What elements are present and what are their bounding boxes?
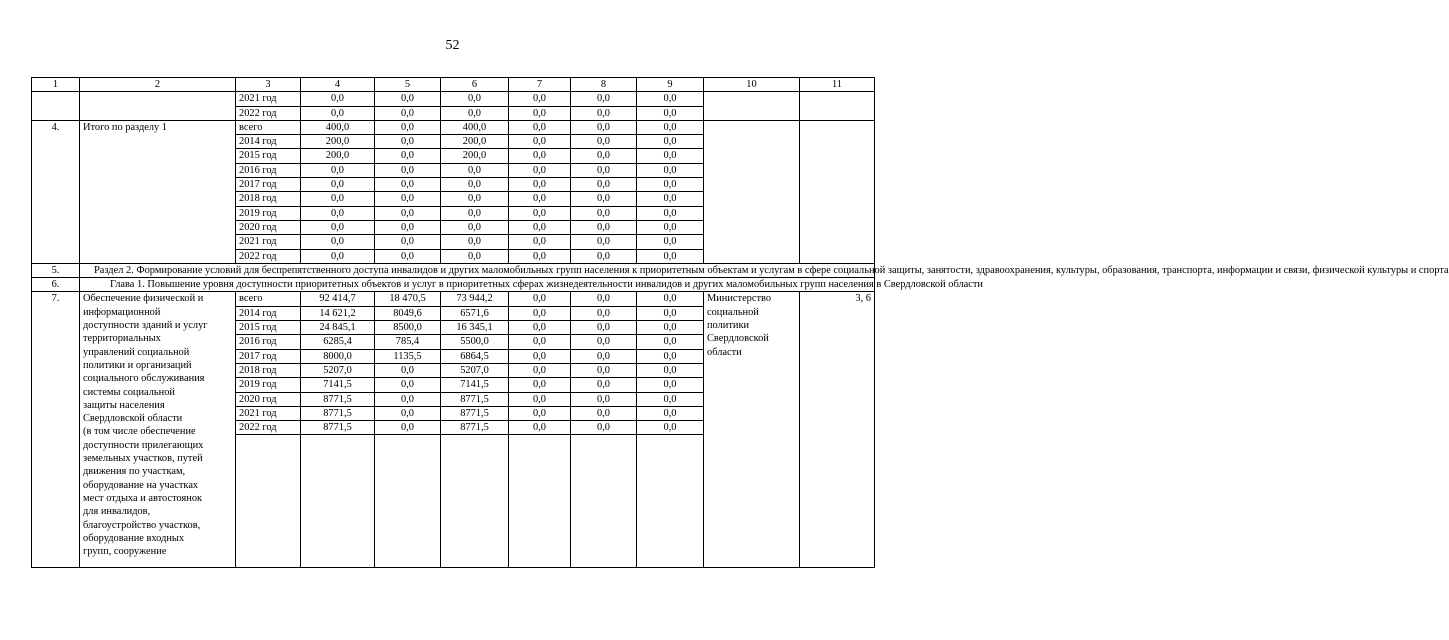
cell-text-line: (в том числе обеспечение [83, 426, 196, 438]
value-cell: 0,0 [509, 92, 571, 106]
value-cell: 0,0 [571, 392, 637, 406]
value-cell: 8771,5 [441, 392, 509, 406]
table-body [32, 78, 1449, 568]
value-cell: 0,0 [571, 249, 637, 263]
year-cell: 2021 год [236, 92, 301, 106]
value-cell: 0,0 [637, 349, 704, 363]
value-cell: 73 944,2 [441, 292, 509, 306]
value-cell: 0,0 [509, 349, 571, 363]
value-cell: 8049,6 [375, 306, 441, 320]
value-cell: 0,0 [637, 192, 704, 206]
value-cell: 0,0 [637, 335, 704, 349]
cell-text-line: системы социальной [83, 386, 175, 398]
value-cell: 0,0 [637, 135, 704, 149]
value-cell: 200,0 [301, 149, 375, 163]
value-cell: 5500,0 [441, 335, 509, 349]
cell-text-line: области [707, 346, 742, 358]
value-cell: 0,0 [637, 321, 704, 335]
page-number: 52 [445, 38, 460, 53]
year-cell: 2017 год [236, 178, 301, 192]
value-cell: 0,0 [571, 378, 637, 392]
value-cell: 0,0 [301, 163, 375, 177]
header-cell: 5 [375, 78, 441, 92]
year-cell: 2021 год [236, 406, 301, 420]
header-cell: 2 [80, 78, 236, 92]
value-cell: 0,0 [375, 92, 441, 106]
value-cell: 0,0 [637, 306, 704, 320]
table-row [32, 292, 875, 306]
value-cell: 8500,0 [375, 321, 441, 335]
value-cell: 0,0 [571, 220, 637, 234]
value-cell: 0,0 [637, 392, 704, 406]
value-cell: 0,0 [301, 192, 375, 206]
header-cell: 8 [571, 78, 637, 92]
header-cell: 6 [441, 78, 509, 92]
value-cell: 0,0 [375, 206, 441, 220]
value-cell: 0,0 [571, 349, 637, 363]
year-cell: всего [236, 292, 301, 306]
value-cell: 0,0 [509, 378, 571, 392]
value-cell: 0,0 [637, 235, 704, 249]
num-cell: 6. [32, 278, 80, 292]
year-cell: 2022 год [236, 106, 301, 120]
cell-text-line: политики и организаций [83, 359, 192, 371]
value-cell: 7141,5 [301, 378, 375, 392]
value-cell: 0,0 [509, 249, 571, 263]
executor-cell [704, 292, 800, 568]
cell-text-line: доступности зданий и услуг [83, 320, 208, 332]
value-cell: 0,0 [509, 321, 571, 335]
name-cell: Итого по разделу 1 [80, 120, 236, 263]
value-cell: 400,0 [301, 120, 375, 134]
value-cell: 0,0 [637, 120, 704, 134]
value-cell: 0,0 [375, 421, 441, 435]
num-cell: 5. [32, 263, 80, 277]
value-cell: 0,0 [571, 363, 637, 377]
cell-text-line: движения по участкам, [83, 466, 186, 478]
value-cell: 0,0 [441, 192, 509, 206]
cell-text-line: оборудование на участках [83, 479, 199, 491]
value-cell: 0,0 [301, 249, 375, 263]
value-cell: 0,0 [637, 106, 704, 120]
header-cell: 4 [301, 78, 375, 92]
value-cell: 0,0 [509, 206, 571, 220]
value-cell: 0,0 [509, 178, 571, 192]
value-cell: 5207,0 [301, 363, 375, 377]
cell-text-line: благоустройство участков, [83, 519, 201, 531]
value-cell: 0,0 [509, 335, 571, 349]
cell-text-line: земельных участков, путей [83, 453, 203, 465]
value-cell: 0,0 [441, 163, 509, 177]
value-cell: 6285,4 [301, 335, 375, 349]
value-cell: 0,0 [571, 178, 637, 192]
header-cell: 10 [704, 78, 800, 92]
year-cell: 2020 год [236, 392, 301, 406]
value-cell: 200,0 [301, 135, 375, 149]
cell-text-line: политики [707, 320, 750, 332]
value-cell: 0,0 [571, 106, 637, 120]
value-cell: 6864,5 [441, 349, 509, 363]
value-cell: 0,0 [637, 406, 704, 420]
value-cell: 0,0 [375, 178, 441, 192]
cell-text-line: информационной [83, 306, 161, 318]
value-cell: 0,0 [571, 149, 637, 163]
value-cell: 0,0 [375, 149, 441, 163]
value-cell: 200,0 [441, 135, 509, 149]
value-cell: 7141,5 [441, 378, 509, 392]
value-cell: 0,0 [375, 135, 441, 149]
value-cell: 0,0 [637, 421, 704, 435]
value-cell: 0,0 [571, 192, 637, 206]
value-cell: 8771,5 [441, 421, 509, 435]
value-cell: 0,0 [509, 135, 571, 149]
empty-cell [441, 435, 509, 568]
year-cell: 2014 год [236, 135, 301, 149]
value-cell: 400,0 [441, 120, 509, 134]
value-cell: 16 345,1 [441, 321, 509, 335]
value-cell: 0,0 [509, 292, 571, 306]
section-title: Глава 1. Повышение уровня доступности приоритетных объектов и услуг в приоритетных сферах жизнедеятельности инвалидов и других маломобильных групп населения в Свердловской области [80, 278, 875, 292]
table-row [32, 120, 875, 134]
num-cell: 4. [32, 120, 80, 263]
empty-cell [375, 435, 441, 568]
value-cell: 0,0 [301, 206, 375, 220]
year-cell: 2015 год [236, 149, 301, 163]
cell-text-line: социального обслуживания [83, 373, 205, 385]
value-cell: 0,0 [375, 406, 441, 420]
value-cell: 0,0 [571, 306, 637, 320]
cell-text-line: социальной [707, 306, 759, 318]
value-cell: 0,0 [301, 235, 375, 249]
value-cell: 0,0 [571, 406, 637, 420]
cell-text-line: управлений социальной [83, 346, 190, 358]
value-cell: 0,0 [637, 178, 704, 192]
cell-text-line: оборудование входных [83, 532, 185, 544]
section-row [32, 263, 875, 277]
value-cell: 8771,5 [301, 406, 375, 420]
executor-cell [704, 92, 800, 121]
value-cell: 0,0 [571, 120, 637, 134]
value-cell: 0,0 [637, 206, 704, 220]
value-cell: 0,0 [571, 92, 637, 106]
cell-text-line: Свердловской области [83, 413, 183, 425]
value-cell: 0,0 [509, 406, 571, 420]
year-cell: 2018 год [236, 363, 301, 377]
value-cell: 6571,6 [441, 306, 509, 320]
value-cell: 0,0 [637, 163, 704, 177]
cell-text-line: мест отдыха и автостоянок [83, 492, 203, 504]
value-cell: 24 845,1 [301, 321, 375, 335]
value-cell: 0,0 [509, 421, 571, 435]
year-cell: 2019 год [236, 378, 301, 392]
value-cell: 0,0 [509, 392, 571, 406]
value-cell: 0,0 [509, 149, 571, 163]
cell-text-line: территориальных [83, 333, 161, 345]
value-cell: 0,0 [441, 220, 509, 234]
value-cell: 8771,5 [301, 421, 375, 435]
year-cell: 2015 год [236, 321, 301, 335]
header-row [32, 78, 875, 92]
value-cell: 0,0 [637, 149, 704, 163]
num-cell [32, 92, 80, 121]
header-cell: 11 [800, 78, 875, 92]
value-cell: 0,0 [509, 363, 571, 377]
value-cell: 0,0 [441, 178, 509, 192]
year-cell: 2016 год [236, 163, 301, 177]
value-cell: 0,0 [571, 335, 637, 349]
value-cell: 0,0 [571, 421, 637, 435]
value-cell: 0,0 [441, 106, 509, 120]
program-table [31, 77, 1449, 568]
name-cell [80, 92, 236, 121]
value-cell: 0,0 [375, 235, 441, 249]
section-title: Раздел 2. Формирование условий для беспрепятственного доступа инвалидов и других маломобильных групп населения к приоритетным объектам и услугам в сфере социальной защиты, занятости, здравоохранения, культуры, образования, транспорта, информации и связи, физической культуры и спорта [80, 263, 875, 277]
value-cell: 0,0 [441, 92, 509, 106]
value-cell: 0,0 [301, 220, 375, 234]
header-cell: 1 [32, 78, 80, 92]
section-row [32, 278, 875, 292]
year-cell: 2019 год [236, 206, 301, 220]
value-cell: 785,4 [375, 335, 441, 349]
value-cell: 8771,5 [441, 406, 509, 420]
value-cell: 0,0 [301, 106, 375, 120]
value-cell: 5207,0 [441, 363, 509, 377]
value-cell: 0,0 [375, 192, 441, 206]
value-cell: 18 470,5 [375, 292, 441, 306]
value-cell: 0,0 [441, 249, 509, 263]
value-cell: 0,0 [637, 249, 704, 263]
year-cell: 2022 год [236, 249, 301, 263]
target-cell [800, 92, 875, 121]
value-cell: 1135,5 [375, 349, 441, 363]
cell-text-line: защиты населения [83, 399, 165, 411]
year-cell: 2017 год [236, 349, 301, 363]
year-cell: всего [236, 120, 301, 134]
value-cell: 0,0 [637, 363, 704, 377]
num-cell: 7. [32, 292, 80, 568]
value-cell: 92 414,7 [301, 292, 375, 306]
year-cell: 2014 год [236, 306, 301, 320]
cell-text-line: Свердловской [707, 333, 769, 345]
value-cell: 0,0 [509, 106, 571, 120]
value-cell: 0,0 [375, 363, 441, 377]
value-cell: 0,0 [375, 392, 441, 406]
header-cell: 7 [509, 78, 571, 92]
cell-text-line: для инвалидов, [83, 506, 151, 518]
value-cell: 0,0 [375, 163, 441, 177]
value-cell: 14 621,2 [301, 306, 375, 320]
value-cell: 0,0 [571, 292, 637, 306]
target-cell [800, 120, 875, 263]
value-cell: 0,0 [375, 120, 441, 134]
value-cell: 0,0 [375, 378, 441, 392]
cell-text-line: групп, сооружение [83, 546, 167, 558]
value-cell: 8771,5 [301, 392, 375, 406]
value-cell: 0,0 [509, 306, 571, 320]
value-cell: 0,0 [637, 92, 704, 106]
value-cell: 0,0 [375, 249, 441, 263]
value-cell: 0,0 [375, 106, 441, 120]
header-cell: 9 [637, 78, 704, 92]
cell-text-line: Обеспечение физической и [83, 293, 204, 305]
table-row [32, 92, 875, 106]
cell-text-line: доступности прилегающих [83, 439, 204, 451]
year-cell: 2021 год [236, 235, 301, 249]
year-cell: 2022 год [236, 421, 301, 435]
empty-cell [236, 435, 301, 568]
value-cell: 0,0 [375, 220, 441, 234]
value-cell: 200,0 [441, 149, 509, 163]
value-cell: 0,0 [637, 378, 704, 392]
value-cell: 0,0 [571, 163, 637, 177]
value-cell: 0,0 [441, 206, 509, 220]
value-cell: 0,0 [441, 235, 509, 249]
value-cell: 0,0 [637, 220, 704, 234]
year-cell: 2020 год [236, 220, 301, 234]
cell-text-line: Министерство [707, 293, 772, 305]
executor-cell [704, 120, 800, 263]
empty-cell [571, 435, 637, 568]
empty-cell [509, 435, 571, 568]
value-cell: 0,0 [571, 321, 637, 335]
value-cell: 0,0 [509, 163, 571, 177]
year-cell: 2018 год [236, 192, 301, 206]
value-cell: 0,0 [637, 292, 704, 306]
header-cell: 3 [236, 78, 301, 92]
value-cell: 0,0 [301, 92, 375, 106]
value-cell: 0,0 [509, 120, 571, 134]
value-cell: 0,0 [301, 178, 375, 192]
value-cell: 0,0 [509, 192, 571, 206]
value-cell: 0,0 [571, 235, 637, 249]
value-cell: 0,0 [509, 220, 571, 234]
value-cell: 0,0 [571, 206, 637, 220]
empty-cell [637, 435, 704, 568]
name-cell [80, 292, 236, 568]
value-cell: 0,0 [509, 235, 571, 249]
target-cell: 3, 6 [800, 292, 875, 568]
year-cell: 2016 год [236, 335, 301, 349]
value-cell: 0,0 [571, 135, 637, 149]
empty-cell [301, 435, 375, 568]
value-cell: 8000,0 [301, 349, 375, 363]
